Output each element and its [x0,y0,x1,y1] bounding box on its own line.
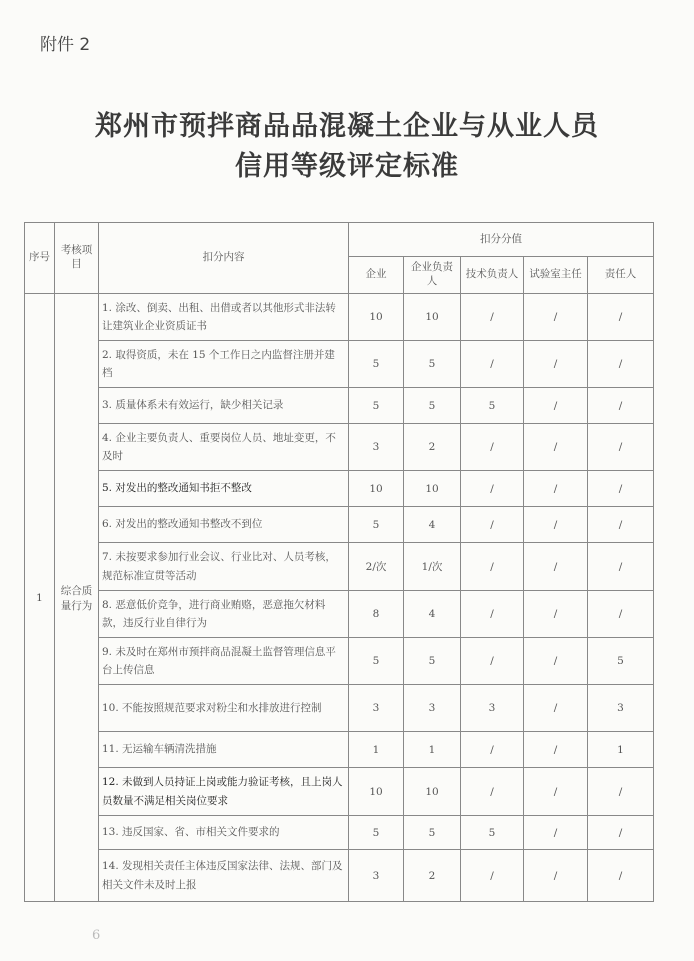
row-content: 13. 违反国家、省、市相关文件要求的 [99,816,349,850]
row-content: 5. 对发出的整改通知书拒不整改 [99,471,349,507]
row-tech-head-score: / [461,732,524,768]
row-lab-director-score: / [524,850,588,902]
header-responsible: 责任人 [588,257,654,294]
row-enterprise-score: 5 [349,507,404,543]
row-content: 6. 对发出的整改通知书整改不到位 [99,507,349,543]
row-responsible-score: / [588,388,654,424]
row-lab-director-score: / [524,543,588,591]
row-tech-head-score: / [461,591,524,638]
page-number: 6 [92,928,101,943]
header-enterprise: 企业 [349,257,404,294]
row-responsible-score: / [588,507,654,543]
table-row [25,768,654,816]
header-enterprise-head: 企业负责人 [404,257,461,294]
row-lab-director-score: / [524,685,588,732]
row-enterprise-head-score: 5 [404,388,461,424]
row-enterprise-score: 2/次 [349,543,404,591]
row-content: 2. 取得资质，未在 15 个工作日之内监督注册并建档 [99,341,349,388]
row-responsible-score: / [588,543,654,591]
row-enterprise-head-score: 5 [404,816,461,850]
row-enterprise-head-score: 2 [404,850,461,902]
row-enterprise-head-score: 5 [404,638,461,685]
row-enterprise-score: 10 [349,768,404,816]
table-row [25,341,654,388]
row-enterprise-score: 5 [349,341,404,388]
table-row [25,424,654,471]
row-lab-director-score: / [524,341,588,388]
row-responsible-score: / [588,591,654,638]
document-title-line2: 信用等级评定标准 [235,151,459,182]
row-enterprise-score: 3 [349,685,404,732]
row-enterprise-score: 10 [349,471,404,507]
row-enterprise-score: 3 [349,850,404,902]
row-enterprise-head-score: 4 [404,591,461,638]
row-enterprise-head-score: 2 [404,424,461,471]
row-content: 11. 无运输车辆清洗措施 [99,732,349,768]
row-responsible-score: / [588,768,654,816]
row-responsible-score: / [588,294,654,341]
row-lab-director-score: / [524,507,588,543]
table-row [25,685,654,732]
header-lab-director: 试验室主任 [524,257,588,294]
row-content: 3. 质量体系未有效运行，缺少相关记录 [99,388,349,424]
row-responsible-score: 1 [588,732,654,768]
row-content: 7. 未按要求参加行业会议、行业比对、人员考核，规范标准宣贯等活动 [99,543,349,591]
row-content: 1. 涂改、倒卖、出租、出借或者以其他形式非法转让建筑业企业资质证书 [99,294,349,341]
row-lab-director-score: / [524,424,588,471]
row-content: 14. 发现相关责任主体违反国家法律、法规、部门及相关文件未及时上报 [99,850,349,902]
row-lab-director-score: / [524,768,588,816]
table-row [25,850,654,902]
table-row [25,543,654,591]
row-lab-director-score: / [524,732,588,768]
row-content: 9. 未及时在郑州市预拌商品混凝土监督管理信息平台上传信息 [99,638,349,685]
row-enterprise-score: 5 [349,388,404,424]
table-row [25,294,654,341]
row-responsible-score: 5 [588,638,654,685]
row-lab-director-score: / [524,591,588,638]
row-content: 4. 企业主要负责人、重要岗位人员、地址变更，不及时 [99,424,349,471]
row-tech-head-score: 5 [461,388,524,424]
row-content: 10. 不能按照规范要求对粉尘和水排放进行控制 [99,685,349,732]
row-enterprise-score: 10 [349,294,404,341]
row-lab-director-score: / [524,294,588,341]
row-enterprise-score: 1 [349,732,404,768]
row-lab-director-score: / [524,816,588,850]
table-row [25,388,654,424]
attachment-label: 附件 2 [40,35,91,55]
group-number: 1 [25,294,55,902]
row-enterprise-head-score: 10 [404,768,461,816]
table-row [25,732,654,768]
row-enterprise-head-score: 10 [404,471,461,507]
row-tech-head-score: 3 [461,685,524,732]
row-tech-head-score: / [461,471,524,507]
table-row [25,507,654,543]
header-item: 考核项目 [55,223,99,294]
row-enterprise-head-score: 1 [404,732,461,768]
row-enterprise-score: 8 [349,591,404,638]
row-enterprise-head-score: 10 [404,294,461,341]
header-content: 扣分内容 [99,223,349,294]
document-title-line1: 郑州市预拌商品品混凝土企业与从业人员 [95,111,599,142]
header-score-group: 扣分分值 [349,223,654,257]
row-tech-head-score: / [461,341,524,388]
row-tech-head-score: / [461,507,524,543]
row-responsible-score: / [588,471,654,507]
table-row [25,591,654,638]
row-content: 12. 未做到人员持证上岗或能力验证考核，且上岗人员数量不满足相关岗位要求 [99,768,349,816]
row-enterprise-score: 5 [349,816,404,850]
table-row [25,816,654,850]
row-lab-director-score: / [524,471,588,507]
row-responsible-score: / [588,816,654,850]
header-tech-head: 技术负责人 [461,257,524,294]
row-lab-director-score: / [524,388,588,424]
header-no: 序号 [25,223,55,294]
row-enterprise-head-score: 1/次 [404,543,461,591]
row-enterprise-head-score: 3 [404,685,461,732]
row-content: 8. 恶意低价竞争，进行商业贿赂，恶意拖欠材料款，违反行业自律行为 [99,591,349,638]
table-row [25,471,654,507]
row-enterprise-score: 5 [349,638,404,685]
table-row [25,638,654,685]
row-tech-head-score: / [461,543,524,591]
group-item: 综合质量行为 [55,294,99,902]
row-tech-head-score: / [461,294,524,341]
row-responsible-score: / [588,341,654,388]
row-tech-head-score: 5 [461,816,524,850]
credit-rating-table [24,222,654,902]
row-enterprise-head-score: 4 [404,507,461,543]
row-responsible-score: 3 [588,685,654,732]
row-tech-head-score: / [461,850,524,902]
row-responsible-score: / [588,850,654,902]
row-tech-head-score: / [461,768,524,816]
row-responsible-score: / [588,424,654,471]
row-tech-head-score: / [461,424,524,471]
row-lab-director-score: / [524,638,588,685]
row-enterprise-head-score: 5 [404,341,461,388]
row-tech-head-score: / [461,638,524,685]
row-enterprise-score: 3 [349,424,404,471]
